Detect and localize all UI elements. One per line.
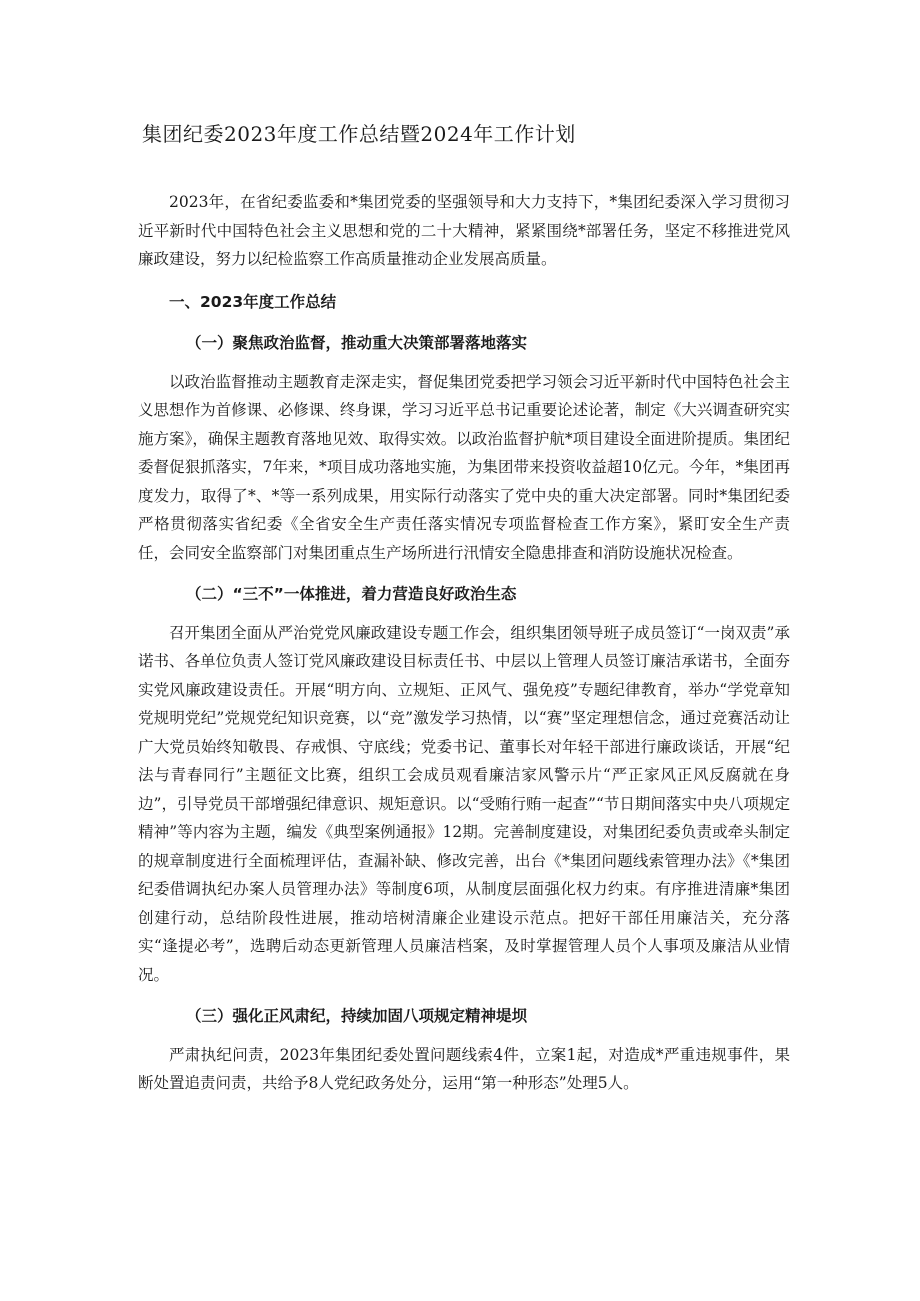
subsection-heading-1: （一）聚焦政治监督，推动重大决策部署落地落实 bbox=[186, 334, 528, 352]
subsection-body-1: 以政治监督推动主题教育走深走实，督促集团党委把学习领会习近平新时代中国特色社会主义思想作为首修课、必修课、终身课，学习习近平总书记重要论述论著，制定《大兴调查研究实施方案》，确保主题教育落地见效、取得实效。以政治监督护航*项目建设全面进阶提质。集团纪委督促狠抓落实，7年来，*项目成功落地实施，为集团带来投资收益超10亿元。今年，*集团再度发力，取得了*、*等一系列成果，用实际行动落实了党中央的重大决定部署。同时*集团纪委严格贯彻落实省纪委《全省安全生产责任落实情况专项监督检查工作方案》，紧盯安全生产责任，会同安全监察部门对集团重点生产场所进行汛情安全隐患排查和消防设施状况检查。 bbox=[138, 372, 790, 562]
section-heading: 一、2023年度工作总结 bbox=[169, 292, 337, 311]
document-page bbox=[138, 118, 790, 1098]
subsection-body-3: 严肃执纪问责，2023年集团纪委处置问题线索4件，立案1起，对造成*严重违规事件，果断处置追责问责，共给予8人党纪政务处分，运用“第一种形态”处理5人。 bbox=[138, 1045, 790, 1092]
subsection-body-2: 召开集团全面从严治党党风廉政建设专题工作会，组织集团领导班子成员签订“一岗双责”承诺书、各单位负责人签订党风廉政建设目标责任书、中层以上管理人员签订廉洁承诺书，全面夯实党风廉政建设责任。开展“明方向、立规矩、正风气、强免疫”专题纪律教育，举办“学党章知党规明党纪”党规党纪知识竞赛，以“竞”激发学习热情，以“赛”坚定理想信念，通过竞赛活动让广大党员始终知敬畏、存戒惧、守底线；党委书记、董事长对年轻干部进行廉政谈话，开展“纪法与青春同行”主题征文比赛，组织工会成员观看廉洁家风警示片“严正家风正风反腐就在身边”，引导党员干部增强纪律意识、规矩意识。以“受贿行贿一起查”“节日期间落实中央八项规定精神”等内容为主题，编发《典型案例通报》12期。完善制度建设，对集团纪委负责或牵头制定的规章制度进行全面梳理评估，查漏补缺、修改完善，出台《*集团问题线索管理办法》《*集团纪委借调执纪办案人员管理办法》等制度6项，从制度层面强化权力约束。有序推进清廉*集团创建行动，总结阶段性进展，推动培树清廉企业建设示范点。把好干部任用廉洁关，充分落实“逢提必考”，选聘后动态更新管理人员廉洁档案，及时掌握管理人员个人事项及廉洁从业情况。 bbox=[138, 623, 790, 984]
subsection-heading-2: （二）“三不”一体推进，着力营造良好政治生态 bbox=[186, 585, 517, 603]
document-title: 集团纪委2023年度工作总结暨2024年工作计划 bbox=[142, 122, 576, 146]
intro-paragraph: 2023年，在省纪委监委和*集团党委的坚强领导和大力支持下，*集团纪委深入学习贯彻习近平新时代中国特色社会主义思想和党的二十大精神，紧紧围绕*部署任务，坚定不移推进党风廉政建设，努力以纪检监察工作高质量推动企业发展高质量。 bbox=[138, 193, 790, 268]
subsection-heading-3: （三）强化正风肃纪，持续加固八项规定精神堤坝 bbox=[186, 1007, 528, 1025]
